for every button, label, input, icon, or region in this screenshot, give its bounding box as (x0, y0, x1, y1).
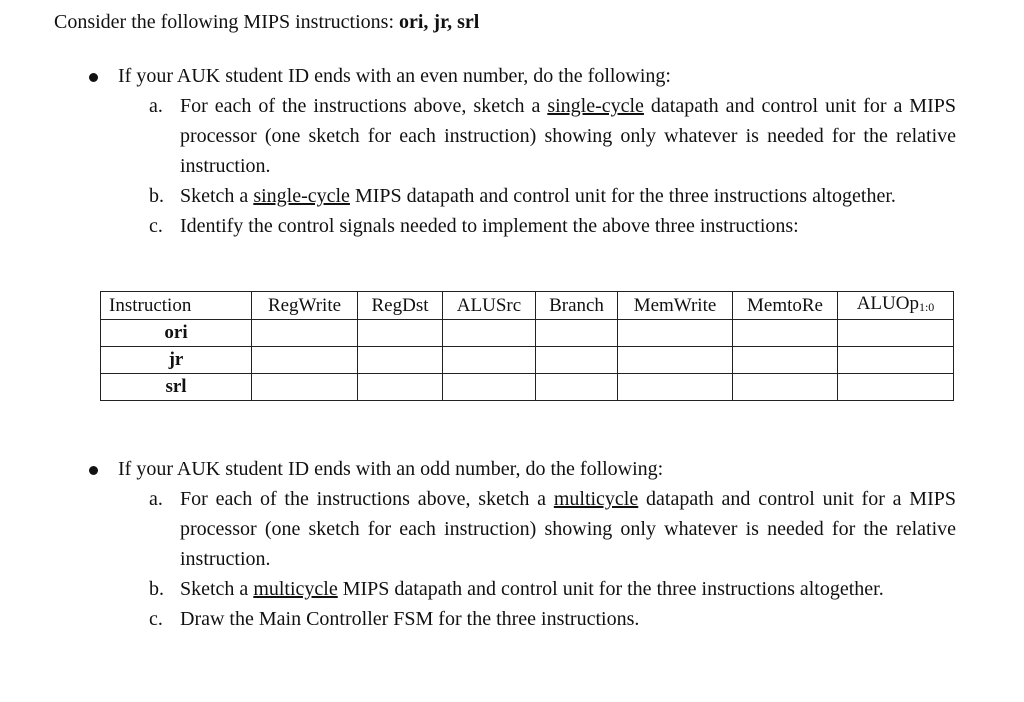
item-text: Identify the control signals needed to implement the above three instructions: (180, 215, 799, 237)
table-cell (838, 320, 954, 347)
emphasis-text: multicycle (553, 488, 639, 510)
table-header-row (101, 292, 954, 320)
table-cell (838, 347, 954, 374)
table-cell (618, 320, 733, 347)
table-cell (618, 347, 733, 374)
item-marker: a. (149, 95, 163, 117)
table-cell (733, 347, 838, 374)
even-item-b (85, 181, 956, 211)
control-signals-table (100, 291, 954, 401)
table-cell (536, 320, 618, 347)
item-text: datapath and control unit for a MIPS processor (one sketch for each instruction) showing only whatever is needed for the relative instruction. (180, 95, 956, 177)
table-cell (733, 374, 838, 401)
table-cell (252, 320, 358, 347)
even-bullet (85, 61, 965, 91)
header-instruction: Instruction (101, 292, 252, 320)
header-alusrc: ALUSrc (443, 292, 536, 320)
item-marker: b. (149, 185, 164, 207)
instruction-list: ori, jr, srl (399, 11, 480, 33)
odd-item-c (85, 604, 956, 634)
emphasis-text: single-cycle (253, 185, 350, 207)
item-text: Sketch a (180, 578, 254, 600)
header-aluop (838, 292, 954, 320)
item-marker: c. (149, 608, 163, 630)
question-intro (54, 7, 479, 37)
header-regwrite: RegWrite (252, 292, 358, 320)
header-branch: Branch (536, 292, 618, 320)
item-text: MIPS datapath and control unit for the three instructions altogether. (349, 185, 896, 207)
header-memtoreg: MemtoRe (733, 292, 838, 320)
row-label: ori (101, 320, 252, 347)
even-item-a (85, 91, 956, 181)
table-cell (443, 320, 536, 347)
item-text: For each of the instructions above, sketch a (180, 95, 548, 117)
table-cell (536, 374, 618, 401)
item-marker: a. (149, 488, 163, 510)
item-text: datapath and control unit for a MIPS processor (one sketch for each instruction) showing only whatever is needed for the relative instruction. (180, 488, 956, 570)
header-regdst: RegDst (358, 292, 443, 320)
item-marker: c. (149, 215, 163, 237)
odd-bullet (85, 454, 965, 484)
table-cell (443, 347, 536, 374)
even-item-c (85, 211, 956, 241)
table-cell (358, 320, 443, 347)
odd-lead: If your AUK student ID ends with an odd number, do the following: (118, 458, 664, 480)
table-cell (443, 374, 536, 401)
table-row (101, 347, 954, 374)
item-text: Sketch a (180, 185, 254, 207)
table-cell (252, 374, 358, 401)
item-marker: b. (149, 578, 164, 600)
table-cell (838, 374, 954, 401)
header-memwrite: MemWrite (618, 292, 733, 320)
aluop-label: ALUOp (856, 293, 919, 314)
row-label: jr (101, 347, 252, 374)
even-lead: If your AUK student ID ends with an even number, do the following: (118, 65, 671, 87)
emphasis-text: multicycle (253, 578, 338, 600)
odd-item-b (85, 574, 956, 604)
table-cell (252, 347, 358, 374)
odd-item-a (85, 484, 956, 574)
table-cell (358, 347, 443, 374)
intro-text: Consider the following MIPS instructions: (54, 11, 399, 33)
table-row (101, 320, 954, 347)
item-text: For each of the instructions above, sketch a (180, 488, 554, 510)
item-text: MIPS datapath and control unit for the three instructions altogether. (337, 578, 884, 600)
bullet-icon (89, 73, 98, 82)
emphasis-text: single-cycle (547, 95, 644, 117)
table-cell (618, 374, 733, 401)
table-row (101, 374, 954, 401)
table-cell (733, 320, 838, 347)
even-id-section (85, 61, 965, 241)
table-cell (358, 374, 443, 401)
aluop-subscript: 1:0 (918, 300, 935, 314)
odd-id-section (85, 454, 965, 634)
table-cell (536, 347, 618, 374)
item-text: Draw the Main Controller FSM for the three instructions. (180, 608, 640, 630)
row-label: srl (101, 374, 252, 401)
bullet-icon (89, 466, 98, 475)
